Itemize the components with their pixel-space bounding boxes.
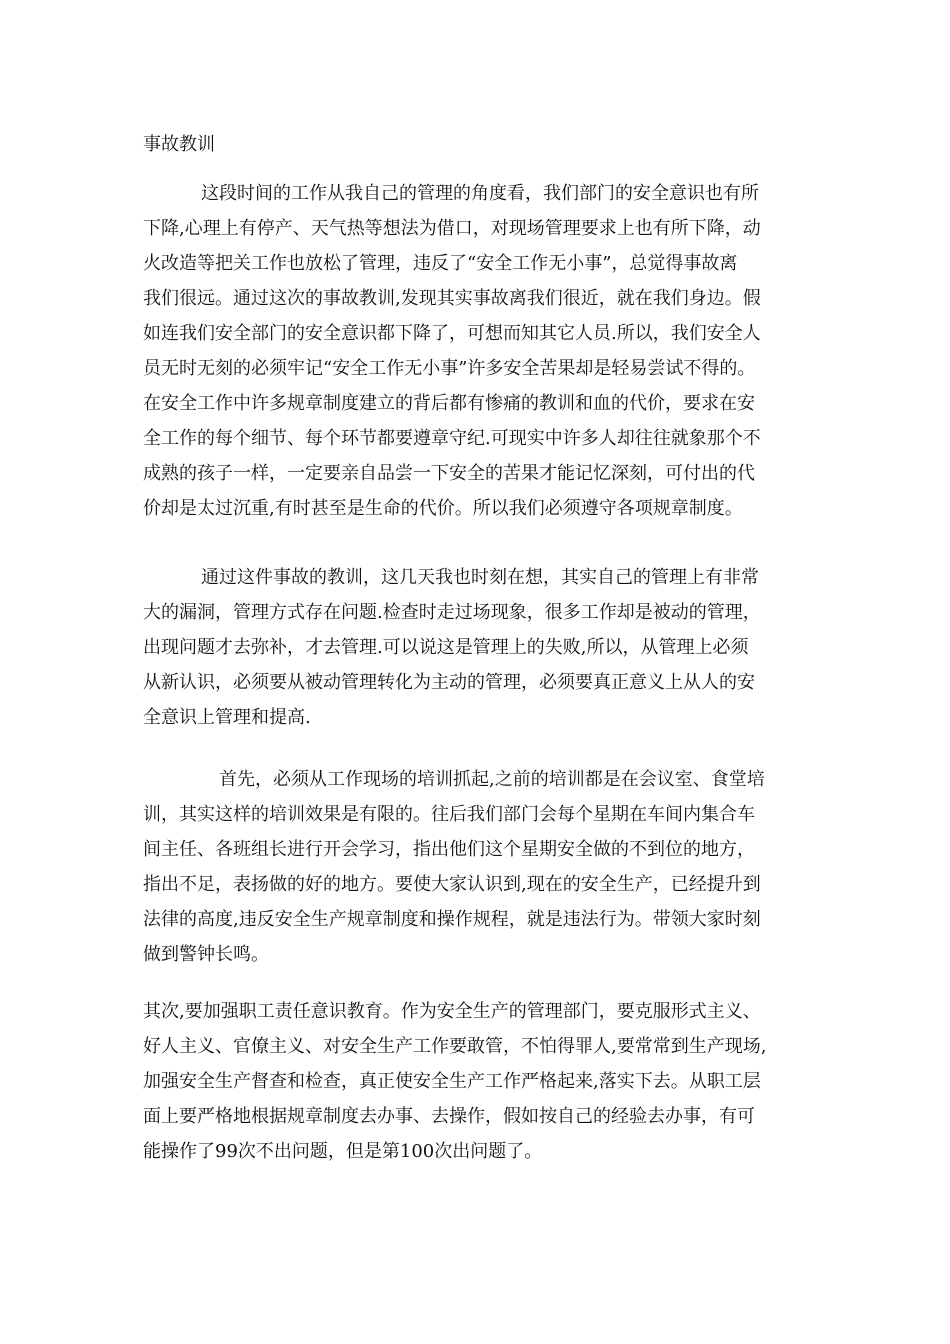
paragraph-line: 员无时无刻的必须牢记“安全工作无小事”许多安全苦果却是轻易尝试不得的。 (143, 358, 756, 379)
paragraph-line: 能操作了99次不出问题，但是第100次出问题了。 (143, 1141, 543, 1162)
paragraph-line: 大的漏洞，管理方式存在问题.检查时走过场现象，很多工作却是被动的管理， (143, 602, 761, 623)
paragraph-line: 首先，必须从工作现场的培训抓起,之前的培训都是在会议室、食堂培 (219, 769, 765, 790)
paragraph-2 (143, 560, 761, 735)
paragraph-line: 价却是太过沉重,有时甚至是生命的代价。所以我们必须遵守各项规章制度。 (143, 498, 743, 519)
paragraph-line: 训，其实这样的培训效果是有限的。往后我们部门会每个星期在车间内集合车 (143, 804, 755, 825)
paragraph-line: 出现问题才去弥补，才去管理.可以说这是管理上的失败,所以，从管理上必须 (143, 637, 749, 658)
paragraph-line: 我们很远。通过这次的事故教训,发现其实事故离我们很近，就在我们身边。假 (143, 288, 761, 309)
paragraph-line: 间主任、各班组长进行开会学习，指出他们这个星期安全做的不到位的地方， (143, 839, 755, 860)
paragraph-line: 通过这件事故的教训，这几天我也时刻在想，其实自己的管理上有非常 (201, 567, 759, 588)
paragraph-line: 指出不足，表扬做的好的地方。要使大家认识到,现在的安全生产，已经提升到 (143, 874, 761, 895)
document-title: 事故教训 (143, 134, 215, 155)
paragraph-1 (143, 176, 761, 526)
paragraph-line: 在安全工作中许多规章制度建立的背后都有惨痛的教训和血的代价，要求在安 (143, 393, 755, 414)
paragraph-line: 面上要严格地根据规章制度去办事、去操作，假如按自己的经验去办事，有可 (143, 1106, 755, 1127)
paragraph-line: 全意识上管理和提高. (143, 707, 311, 728)
paragraph-line: 好人主义、官僚主义、对安全生产工作要敢管，不怕得罪人,要常常到生产现场, (143, 1036, 767, 1057)
paragraph-line: 加强安全生产督查和检查，真正使安全生产工作严格起来,落实下去。从职工层 (143, 1071, 761, 1092)
paragraph-line: 如连我们安全部门的安全意识都下降了，可想而知其它人员.所以，我们安全人 (143, 323, 761, 344)
paragraph-line: 做到警钟长鸣。 (143, 944, 269, 965)
paragraph-4 (143, 994, 766, 1169)
paragraph-line: 其次,要加强职工责任意识教育。作为安全生产的管理部门，要克服形式主义、 (143, 1001, 761, 1022)
paragraph-3 (143, 762, 765, 972)
paragraph-line: 从新认识，必须要从被动管理转化为主动的管理，必须要真正意义上从人的安 (143, 672, 755, 693)
paragraph-line: 火改造等把关工作也放松了管理，违反了“安全工作无小事”，总觉得事故离 (143, 253, 738, 274)
paragraph-line: 成熟的孩子一样，一定要亲自品尝一下安全的苦果才能记忆深刻，可付出的代 (143, 463, 755, 484)
paragraph-line: 法律的高度,违反安全生产规章制度和操作规程，就是违法行为。带领大家时刻 (143, 909, 761, 930)
paragraph-line: 下降,心理上有停产、天气热等想法为借口，对现场管理要求上也有所下降，动 (143, 218, 761, 239)
paragraph-line: 这段时间的工作从我自己的管理的角度看，我们部门的安全意识也有所 (201, 183, 759, 204)
paragraph-line: 全工作的每个细节、每个环节都要遵章守纪.可现实中许多人却往往就象那个不 (143, 428, 761, 449)
